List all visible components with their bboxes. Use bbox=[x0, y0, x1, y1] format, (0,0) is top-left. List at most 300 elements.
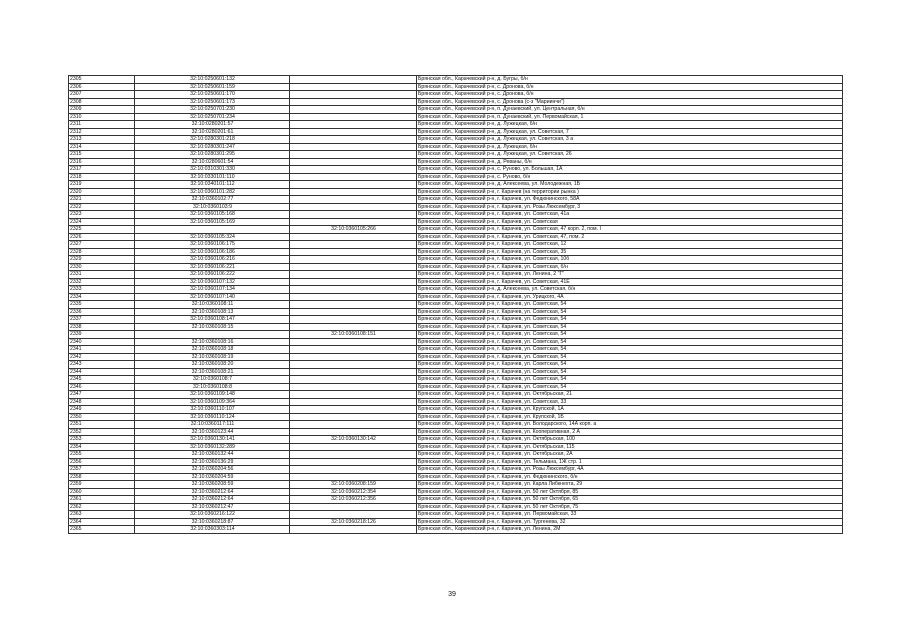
related-cadastral-number-cell bbox=[290, 211, 417, 219]
row-number-cell: 2361 bbox=[69, 496, 135, 504]
table-row bbox=[69, 316, 843, 324]
row-number-cell: 2351 bbox=[69, 421, 135, 429]
cadastral-number-cell: 32:10:0280301:218 bbox=[135, 136, 290, 144]
table-row bbox=[69, 413, 843, 421]
row-number-cell: 2317 bbox=[69, 166, 135, 174]
table-row bbox=[69, 466, 843, 474]
address-cell: Брянская обл., Карачевский р-н, г. Карачев, ул. Советская, 54 bbox=[417, 353, 843, 361]
cadastral-number-cell: 32:10:0360105:324 bbox=[135, 233, 290, 241]
table-row bbox=[69, 203, 843, 211]
related-cadastral-number-cell bbox=[290, 473, 417, 481]
table-row bbox=[69, 91, 843, 99]
cadastral-number-cell: 32:10:0250601:170 bbox=[135, 91, 290, 99]
row-number-cell: 2337 bbox=[69, 316, 135, 324]
row-number-cell: 2330 bbox=[69, 263, 135, 271]
row-number-cell: 2309 bbox=[69, 106, 135, 114]
table-row bbox=[69, 436, 843, 444]
related-cadastral-number-cell: 32:10:0360218:126 bbox=[290, 518, 417, 526]
cadastral-number-cell: 32:10:0360108:11 bbox=[135, 301, 290, 309]
table-row bbox=[69, 496, 843, 504]
cadastral-number-cell: 32:10:0250601:132 bbox=[135, 76, 290, 84]
cadastral-number-cell: 32:10:0280201:61 bbox=[135, 128, 290, 136]
row-number-cell: 2306 bbox=[69, 83, 135, 91]
cadastral-number-cell: 32:10:0360108:13 bbox=[135, 308, 290, 316]
related-cadastral-number-cell bbox=[290, 188, 417, 196]
address-cell: Брянская обл., Карачевский р-н, с. Руново, б/н bbox=[417, 173, 843, 181]
cadastral-number-cell: 32:10:0280201:57 bbox=[135, 121, 290, 129]
row-number-cell: 2346 bbox=[69, 383, 135, 391]
related-cadastral-number-cell bbox=[290, 346, 417, 354]
row-number-cell: 2359 bbox=[69, 481, 135, 489]
address-cell: Брянская обл., Карачевский р-н, д. Лужецкая, б/н bbox=[417, 143, 843, 151]
address-cell: Брянская обл., Карачевский р-н, г. Карачев (на территории рынка ) bbox=[417, 188, 843, 196]
cadastral-number-cell: 32:10:0330101:110 bbox=[135, 173, 290, 181]
row-number-cell: 2338 bbox=[69, 323, 135, 331]
row-number-cell: 2314 bbox=[69, 143, 135, 151]
related-cadastral-number-cell bbox=[290, 83, 417, 91]
cadastral-number-cell: 32:10:0360212:64 bbox=[135, 488, 290, 496]
address-cell: Брянская обл., Карачевский р-н, г. Карачев, ул. Ленина, 2М bbox=[417, 526, 843, 534]
related-cadastral-number-cell bbox=[290, 293, 417, 301]
row-number-cell: 2320 bbox=[69, 188, 135, 196]
table-row bbox=[69, 428, 843, 436]
address-cell: Брянская обл., Карачевский р-н, д. Алексеева, ул. Молодежная, 1Б bbox=[417, 181, 843, 189]
row-number-cell: 2358 bbox=[69, 473, 135, 481]
related-cadastral-number-cell bbox=[290, 383, 417, 391]
row-number-cell: 2341 bbox=[69, 346, 135, 354]
row-number-cell: 2328 bbox=[69, 248, 135, 256]
table-row bbox=[69, 98, 843, 106]
table-row bbox=[69, 406, 843, 414]
address-cell: Брянская обл., Карачевский р-н, г. Карачев, ул. Октябрьская, 100 bbox=[417, 436, 843, 444]
table-row bbox=[69, 451, 843, 459]
cadastral-number-cell: 32:10:0360107:134 bbox=[135, 286, 290, 294]
address-cell: Брянская обл., Карачевский р-н, г. Карачев, ул. 50 лет Октября, 75 bbox=[417, 503, 843, 511]
table-row bbox=[69, 443, 843, 451]
cadastral-number-cell: 32:10:0360110:124 bbox=[135, 413, 290, 421]
related-cadastral-number-cell bbox=[290, 451, 417, 459]
address-cell: Брянская обл., Карачевский р-н, г. Карачев, ул. Советская, 54 bbox=[417, 338, 843, 346]
related-cadastral-number-cell bbox=[290, 158, 417, 166]
related-cadastral-number-cell bbox=[290, 361, 417, 369]
related-cadastral-number-cell bbox=[290, 136, 417, 144]
related-cadastral-number-cell: 32:10:0360212:356 bbox=[290, 496, 417, 504]
row-number-cell: 2356 bbox=[69, 458, 135, 466]
table-row bbox=[69, 458, 843, 466]
row-number-cell: 2336 bbox=[69, 308, 135, 316]
address-cell: Брянская обл., Карачевский р-н, г. Карачев, ул. Советская, 54 bbox=[417, 331, 843, 339]
related-cadastral-number-cell bbox=[290, 128, 417, 136]
address-cell: Брянская обл., Карачевский р-н, д. Алексеева, ул. Советская, б/н bbox=[417, 286, 843, 294]
related-cadastral-number-cell: 32:10:0360108:151 bbox=[290, 331, 417, 339]
address-cell: Брянская обл., Карачевский р-н, г. Карачев, ул. Тургенева, 32 bbox=[417, 518, 843, 526]
cadastral-number-cell: 32:10:0360106:216 bbox=[135, 256, 290, 264]
cadastral-number-cell bbox=[135, 226, 290, 234]
related-cadastral-number-cell bbox=[290, 248, 417, 256]
address-cell: Брянская обл., Карачевский р-н, г. Карачев, ул. Розы Люксембург, 3 bbox=[417, 203, 843, 211]
address-cell: Брянская обл., Карачевский р-н, д. Лужецкая, ул. Советская, 7 bbox=[417, 128, 843, 136]
address-cell: Брянская обл., Карачевский р-н, г. Карачев, ул. Советская, 54 bbox=[417, 346, 843, 354]
registry-table bbox=[68, 75, 843, 534]
row-number-cell: 2305 bbox=[69, 76, 135, 84]
related-cadastral-number-cell bbox=[290, 218, 417, 226]
address-cell: Брянская обл., Карачевский р-н, г. Карачев, ул. Тельмана, 1Ж стр. 1 bbox=[417, 458, 843, 466]
row-number-cell: 2329 bbox=[69, 256, 135, 264]
row-number-cell: 2315 bbox=[69, 151, 135, 159]
related-cadastral-number-cell bbox=[290, 391, 417, 399]
address-cell: Брянская обл., Карачевский р-н, г. Карачев, ул. Володарского, 14А корп. а bbox=[417, 421, 843, 429]
row-number-cell: 2324 bbox=[69, 218, 135, 226]
related-cadastral-number-cell bbox=[290, 503, 417, 511]
related-cadastral-number-cell bbox=[290, 406, 417, 414]
row-number-cell: 2321 bbox=[69, 196, 135, 204]
row-number-cell: 2307 bbox=[69, 91, 135, 99]
address-cell: Брянская обл., Карачевский р-н, г. Карачев, ул. Советская, 54 bbox=[417, 361, 843, 369]
row-number-cell: 2322 bbox=[69, 203, 135, 211]
cadastral-number-cell: 32:10:0360123:44 bbox=[135, 428, 290, 436]
address-cell: Брянская обл., Карачевский р-н, г. Карачев, ул. Советская, 10б bbox=[417, 256, 843, 264]
row-number-cell: 2357 bbox=[69, 466, 135, 474]
row-number-cell: 2326 bbox=[69, 233, 135, 241]
address-cell: Брянская обл., Карачевский р-н, г. Карачев, ул. Советская, 54 bbox=[417, 368, 843, 376]
table-row bbox=[69, 481, 843, 489]
row-number-cell: 2313 bbox=[69, 136, 135, 144]
row-number-cell: 2360 bbox=[69, 488, 135, 496]
table-row bbox=[69, 361, 843, 369]
related-cadastral-number-cell bbox=[290, 76, 417, 84]
cadastral-number-cell: 32:10:0360106:221 bbox=[135, 263, 290, 271]
table-row bbox=[69, 473, 843, 481]
related-cadastral-number-cell bbox=[290, 91, 417, 99]
cadastral-number-cell: 32:10:0280301:295 bbox=[135, 151, 290, 159]
table-row bbox=[69, 136, 843, 144]
related-cadastral-number-cell bbox=[290, 428, 417, 436]
address-cell: Брянская обл., Карачевский р-н, г. Карачев, ул. Советская, 54 bbox=[417, 308, 843, 316]
address-cell: Брянская обл., Карачевский р-н, г. Карачев, ул. Октябрьская, 21 bbox=[417, 391, 843, 399]
row-number-cell: 2342 bbox=[69, 353, 135, 361]
address-cell: Брянская обл., Карачевский р-н, г. Карачев, ул. Советская, 12 bbox=[417, 241, 843, 249]
cadastral-number-cell: 32:10:0360102:77 bbox=[135, 196, 290, 204]
cadastral-number-cell: 32:10:0360132:289 bbox=[135, 443, 290, 451]
address-cell: Брянская обл., Карачевский р-н, г. Карачев, ул. Советская, 54 bbox=[417, 301, 843, 309]
table-row bbox=[69, 211, 843, 219]
row-number-cell: 2327 bbox=[69, 241, 135, 249]
page-number: 39 bbox=[448, 591, 456, 598]
related-cadastral-number-cell bbox=[290, 271, 417, 279]
registry-table-body bbox=[69, 76, 843, 534]
table-row bbox=[69, 196, 843, 204]
cadastral-number-cell: 32:10:0360108:16 bbox=[135, 338, 290, 346]
table-row bbox=[69, 128, 843, 136]
related-cadastral-number-cell bbox=[290, 181, 417, 189]
cadastral-number-cell: 32:10:0360106:175 bbox=[135, 241, 290, 249]
related-cadastral-number-cell bbox=[290, 121, 417, 129]
cadastral-number-cell: 32:10:0310301:330 bbox=[135, 166, 290, 174]
address-cell: Брянская обл., Карачевский р-н, с. Дронова (с-з "Мариинчи") bbox=[417, 98, 843, 106]
table-row bbox=[69, 526, 843, 534]
table-row bbox=[69, 323, 843, 331]
related-cadastral-number-cell bbox=[290, 196, 417, 204]
row-number-cell: 2354 bbox=[69, 443, 135, 451]
address-cell: Брянская обл., Карачевский р-н, д. Реваны, б/н bbox=[417, 158, 843, 166]
related-cadastral-number-cell bbox=[290, 278, 417, 286]
table-row bbox=[69, 518, 843, 526]
related-cadastral-number-cell bbox=[290, 376, 417, 384]
table-row bbox=[69, 113, 843, 121]
address-cell: Брянская обл., Карачевский р-н, г. Карачев, ул. Советская bbox=[417, 218, 843, 226]
cadastral-number-cell: 32:10:0340101:112 bbox=[135, 181, 290, 189]
address-cell: Брянская обл., Карачевский р-н, п. Дунаевский, ул. Центральная, б/н bbox=[417, 106, 843, 114]
address-cell: Брянская обл., Карачевский р-н, г. Карачев, ул. Первомайская, 33 bbox=[417, 511, 843, 519]
cadastral-number-cell: 32:10:0360216:122 bbox=[135, 511, 290, 519]
cadastral-number-cell: 32:10:0360105:168 bbox=[135, 211, 290, 219]
address-cell: Брянская обл., Карачевский р-н, г. Карачев, ул. Советская, б/н bbox=[417, 263, 843, 271]
table-row bbox=[69, 391, 843, 399]
row-number-cell: 2331 bbox=[69, 271, 135, 279]
table-row bbox=[69, 166, 843, 174]
address-cell: Брянская обл., Карачевский р-н, г. Карачев, ул. Октябрьская, 2А bbox=[417, 451, 843, 459]
address-cell: Брянская обл., Карачевский р-н, г. Карачев, ул. Советская, 54 bbox=[417, 383, 843, 391]
address-cell: Брянская обл., Карачевский р-н, г. Карачев, ул. Крупской, 1Б bbox=[417, 413, 843, 421]
related-cadastral-number-cell bbox=[290, 338, 417, 346]
cadastral-number-cell: 32:10:0360136:29 bbox=[135, 458, 290, 466]
row-number-cell: 2343 bbox=[69, 361, 135, 369]
address-cell: Брянская обл., Карачевский р-н, г. Карачев, ул. 50 лет Октября, 85 bbox=[417, 488, 843, 496]
row-number-cell: 2352 bbox=[69, 428, 135, 436]
cadastral-number-cell: 32:10:0360303:114 bbox=[135, 526, 290, 534]
cadastral-number-cell: 32:10:0360208:59 bbox=[135, 481, 290, 489]
related-cadastral-number-cell bbox=[290, 113, 417, 121]
address-cell: Брянская обл., Карачевский р-н, г. Карачев, ул. Советская, 54 bbox=[417, 323, 843, 331]
table-row bbox=[69, 353, 843, 361]
table-row bbox=[69, 511, 843, 519]
address-cell: Брянская обл., Карачевский р-н, д. Лужецкая, ул. Советская, 26 bbox=[417, 151, 843, 159]
row-number-cell: 2308 bbox=[69, 98, 135, 106]
related-cadastral-number-cell bbox=[290, 316, 417, 324]
related-cadastral-number-cell bbox=[290, 263, 417, 271]
related-cadastral-number-cell bbox=[290, 421, 417, 429]
related-cadastral-number-cell bbox=[290, 241, 417, 249]
cadastral-number-cell: 32:10:0360108:18 bbox=[135, 346, 290, 354]
address-cell: Брянская обл., Карачевский р-н, г. Карачев, ул. Федюнинского, 58А bbox=[417, 196, 843, 204]
related-cadastral-number-cell bbox=[290, 353, 417, 361]
address-cell: Брянская обл., Карачевский р-н, д. Лужецкая, б/н bbox=[417, 121, 843, 129]
cadastral-number-cell: 32:10:0360109:364 bbox=[135, 398, 290, 406]
address-cell: Брянская обл., Карачевский р-н, г. Карачев, ул. Советская, 54 bbox=[417, 376, 843, 384]
related-cadastral-number-cell bbox=[290, 256, 417, 264]
cadastral-number-cell: 32:10:0360101:282 bbox=[135, 188, 290, 196]
cadastral-number-cell: 32:10:0360106:186 bbox=[135, 248, 290, 256]
address-cell: Брянская обл., Карачевский р-н, с. Руново, ул. Большая, 1А bbox=[417, 166, 843, 174]
related-cadastral-number-cell bbox=[290, 458, 417, 466]
related-cadastral-number-cell bbox=[290, 308, 417, 316]
table-row bbox=[69, 331, 843, 339]
table-row bbox=[69, 106, 843, 114]
row-number-cell: 2311 bbox=[69, 121, 135, 129]
related-cadastral-number-cell bbox=[290, 173, 417, 181]
row-number-cell: 2363 bbox=[69, 511, 135, 519]
cadastral-number-cell: 32:10:0360107:132 bbox=[135, 278, 290, 286]
table-row bbox=[69, 121, 843, 129]
table-row bbox=[69, 158, 843, 166]
related-cadastral-number-cell bbox=[290, 526, 417, 534]
cadastral-number-cell: 32:10:0360108:15 bbox=[135, 323, 290, 331]
table-row bbox=[69, 278, 843, 286]
row-number-cell: 2334 bbox=[69, 293, 135, 301]
cadastral-number-cell: 32:10:0360110:107 bbox=[135, 406, 290, 414]
related-cadastral-number-cell bbox=[290, 466, 417, 474]
row-number-cell: 2323 bbox=[69, 211, 135, 219]
address-cell: Брянская обл., Карачевский р-н, д. Бугры, б/н bbox=[417, 76, 843, 84]
cadastral-number-cell: 32:10:0360108:20 bbox=[135, 361, 290, 369]
row-number-cell: 2332 bbox=[69, 278, 135, 286]
row-number-cell: 2345 bbox=[69, 376, 135, 384]
row-number-cell: 2339 bbox=[69, 331, 135, 339]
cadastral-number-cell: 32:10:0360108:7 bbox=[135, 376, 290, 384]
table-row bbox=[69, 301, 843, 309]
cadastral-number-cell: 32:10:0360109:148 bbox=[135, 391, 290, 399]
table-row bbox=[69, 76, 843, 84]
related-cadastral-number-cell bbox=[290, 151, 417, 159]
address-cell: Брянская обл., Карачевский р-н, г. Карачев, ул. Советская, 41Е bbox=[417, 278, 843, 286]
row-number-cell: 2344 bbox=[69, 368, 135, 376]
table-row bbox=[69, 271, 843, 279]
table-row bbox=[69, 488, 843, 496]
table-row bbox=[69, 151, 843, 159]
table-row bbox=[69, 368, 843, 376]
table-row bbox=[69, 181, 843, 189]
row-number-cell: 2362 bbox=[69, 503, 135, 511]
cadastral-number-cell: 32:10:0360108:19 bbox=[135, 353, 290, 361]
cadastral-number-cell: 32:10:0250701:230 bbox=[135, 106, 290, 114]
address-cell: Брянская обл., Карачевский р-н, г. Карачев, ул. Октябрьская, 115 bbox=[417, 443, 843, 451]
cadastral-number-cell: 32:10:0360204:59 bbox=[135, 473, 290, 481]
table-row bbox=[69, 248, 843, 256]
related-cadastral-number-cell: 32:10:0360212:354 bbox=[290, 488, 417, 496]
related-cadastral-number-cell: 32:10:0360105:266 bbox=[290, 226, 417, 234]
row-number-cell: 2347 bbox=[69, 391, 135, 399]
cadastral-number-cell: 32:10:0360108:8 bbox=[135, 383, 290, 391]
address-cell: Брянская обл., Карачевский р-н, г. Карачев, ул. Советская, 54 bbox=[417, 316, 843, 324]
related-cadastral-number-cell bbox=[290, 286, 417, 294]
row-number-cell: 2333 bbox=[69, 286, 135, 294]
table-row bbox=[69, 383, 843, 391]
row-number-cell: 2350 bbox=[69, 413, 135, 421]
row-number-cell: 2335 bbox=[69, 301, 135, 309]
address-cell: Брянская обл., Карачевский р-н, г. Карачев, ул. Федюнинского, б/н bbox=[417, 473, 843, 481]
cadastral-number-cell: 32:10:0280301:247 bbox=[135, 143, 290, 151]
related-cadastral-number-cell: 32:10:0360208:159 bbox=[290, 481, 417, 489]
related-cadastral-number-cell bbox=[290, 166, 417, 174]
related-cadastral-number-cell bbox=[290, 398, 417, 406]
table-row bbox=[69, 188, 843, 196]
cadastral-number-cell: 32:10:0250701:234 bbox=[135, 113, 290, 121]
row-number-cell: 2349 bbox=[69, 406, 135, 414]
related-cadastral-number-cell: 32:10:0360130:142 bbox=[290, 436, 417, 444]
cadastral-number-cell: 32:10:0360105:169 bbox=[135, 218, 290, 226]
related-cadastral-number-cell bbox=[290, 98, 417, 106]
row-number-cell: 2310 bbox=[69, 113, 135, 121]
table-row bbox=[69, 173, 843, 181]
cadastral-number-cell: 32:10:0360212:47 bbox=[135, 503, 290, 511]
related-cadastral-number-cell bbox=[290, 143, 417, 151]
cadastral-number-cell: 32:10:0360218:87 bbox=[135, 518, 290, 526]
row-number-cell: 2365 bbox=[69, 526, 135, 534]
row-number-cell: 2318 bbox=[69, 173, 135, 181]
related-cadastral-number-cell bbox=[290, 443, 417, 451]
cadastral-number-cell: 32:10:0360130:141 bbox=[135, 436, 290, 444]
row-number-cell: 2355 bbox=[69, 451, 135, 459]
cadastral-number-cell: 32:10:0250601:173 bbox=[135, 98, 290, 106]
related-cadastral-number-cell bbox=[290, 323, 417, 331]
cadastral-number-cell: 32:10:0360107:140 bbox=[135, 293, 290, 301]
row-number-cell: 2353 bbox=[69, 436, 135, 444]
address-cell: Брянская обл., Карачевский р-н, г. Карачев, ул. Ленина, 2 "Г" bbox=[417, 271, 843, 279]
row-number-cell: 2325 bbox=[69, 226, 135, 234]
cadastral-number-cell: 32:10:0250601:159 bbox=[135, 83, 290, 91]
address-cell: Брянская обл., Карачевский р-н, г. Карачев, ул. Советская, 47 корп. 2, пом. I bbox=[417, 226, 843, 234]
table-row bbox=[69, 293, 843, 301]
address-cell: Брянская обл., Карачевский р-н, д. Лужецкая, ул. Советская, 3 а bbox=[417, 136, 843, 144]
address-cell: Брянская обл., Карачевский р-н, с. Дронова, б/н bbox=[417, 83, 843, 91]
related-cadastral-number-cell bbox=[290, 106, 417, 114]
table-row bbox=[69, 503, 843, 511]
table-row bbox=[69, 286, 843, 294]
row-number-cell: 2316 bbox=[69, 158, 135, 166]
cadastral-number-cell: 32:10:0360103:9 bbox=[135, 203, 290, 211]
row-number-cell: 2312 bbox=[69, 128, 135, 136]
address-cell: Брянская обл., Карачевский р-н, г. Карачев, ул. Советская, 47, пом. 2 bbox=[417, 233, 843, 241]
address-cell: Брянская обл., Карачевский р-н, с. Дронова, б/н bbox=[417, 91, 843, 99]
address-cell: Брянская обл., Карачевский р-н, г. Карачев, ул. Советская, 33 bbox=[417, 398, 843, 406]
cadastral-number-cell: 32:10:0360132:44 bbox=[135, 451, 290, 459]
table-row bbox=[69, 338, 843, 346]
related-cadastral-number-cell bbox=[290, 233, 417, 241]
table-row bbox=[69, 226, 843, 234]
related-cadastral-number-cell bbox=[290, 368, 417, 376]
address-cell: Брянская обл., Карачевский р-н, п. Дунаевский, ул. Первомайская, 1 bbox=[417, 113, 843, 121]
table-row bbox=[69, 143, 843, 151]
cadastral-number-cell bbox=[135, 331, 290, 339]
related-cadastral-number-cell bbox=[290, 511, 417, 519]
table-row bbox=[69, 346, 843, 354]
address-cell: Брянская обл., Карачевский р-н, г. Карачев, ул. 50 лет Октября, 65 bbox=[417, 496, 843, 504]
address-cell: Брянская обл., Карачевский р-н, г. Карачев, ул. Розы Люксембург, 4А bbox=[417, 466, 843, 474]
related-cadastral-number-cell bbox=[290, 301, 417, 309]
table-row bbox=[69, 233, 843, 241]
address-cell: Брянская обл., Карачевский р-н, г. Карачев, ул. Урицкого, 4А bbox=[417, 293, 843, 301]
row-number-cell: 2364 bbox=[69, 518, 135, 526]
table-row bbox=[69, 263, 843, 271]
cadastral-number-cell: 32:10:0280601:54 bbox=[135, 158, 290, 166]
address-cell: Брянская обл., Карачевский р-н, г. Карачев, ул. Карла Либкнехта, 29 bbox=[417, 481, 843, 489]
table-row bbox=[69, 398, 843, 406]
address-cell: Брянская обл., Карачевский р-н, г. Карачев, ул. Кооперативная, 2 А bbox=[417, 428, 843, 436]
address-cell: Брянская обл., Карачевский р-н, г. Карачев, ул. Советская, 35 bbox=[417, 248, 843, 256]
cadastral-number-cell: 32:10:0360106:222 bbox=[135, 271, 290, 279]
row-number-cell: 2348 bbox=[69, 398, 135, 406]
table-row bbox=[69, 308, 843, 316]
cadastral-number-cell: 32:10:0360108:21 bbox=[135, 368, 290, 376]
related-cadastral-number-cell bbox=[290, 413, 417, 421]
table-row bbox=[69, 83, 843, 91]
cadastral-number-cell: 32:10:0360108:147 bbox=[135, 316, 290, 324]
address-cell: Брянская обл., Карачевский р-н, г. Карачев, ул. Крупской, 1А bbox=[417, 406, 843, 414]
row-number-cell: 2340 bbox=[69, 338, 135, 346]
address-cell: Брянская обл., Карачевский р-н, г. Карачев, ул. Советская, 41а bbox=[417, 211, 843, 219]
cadastral-number-cell: 32:10:0360204:56 bbox=[135, 466, 290, 474]
cadastral-number-cell: 32:10:0360212:64 bbox=[135, 496, 290, 504]
